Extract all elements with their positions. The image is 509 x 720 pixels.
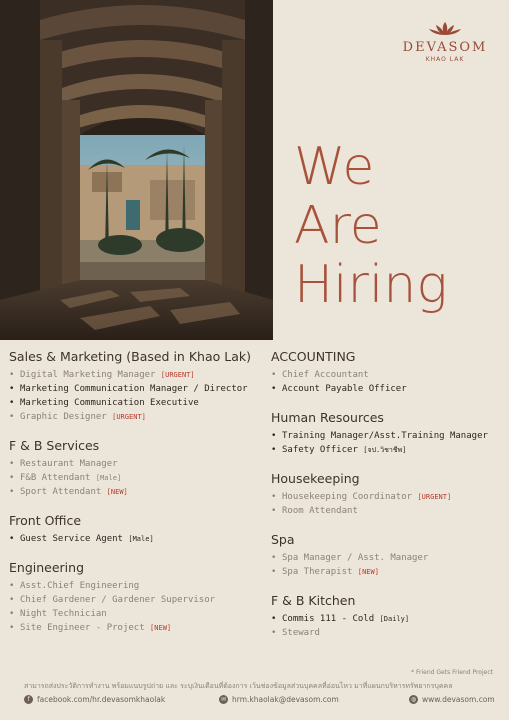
position-title: Housekeeping Coordinator — [282, 492, 413, 502]
position-item — [9, 607, 267, 621]
website-link[interactable]: www.devasom.com — [422, 695, 495, 704]
section-title: Housekeeping — [271, 471, 360, 486]
position-title: Marketing Communication Manager / Director — [20, 384, 248, 394]
position-title: F&B Attendant — [20, 473, 91, 483]
headline — [294, 138, 504, 315]
position-tag: [NEW] — [106, 488, 128, 496]
email-icon: ✉ — [220, 696, 227, 703]
position-title: Spa Therapist — [282, 567, 353, 577]
position-tag: [NEW] — [150, 624, 172, 632]
brand-name: DEVASOM — [402, 40, 488, 55]
position-list — [9, 368, 267, 424]
position-item — [9, 485, 267, 499]
position-tag: [NEW] — [357, 568, 379, 576]
headline-line-1: We — [294, 137, 375, 197]
position-tag: [URGENT] — [112, 413, 146, 421]
position-list — [271, 612, 506, 640]
position-title: Training Manager/Asst.Training Manager — [282, 431, 488, 441]
position-title: Account Payable Officer — [282, 384, 407, 394]
position-title: Restaurant Manager — [20, 459, 118, 469]
position-tag: [Male] — [95, 474, 122, 482]
position-item — [271, 382, 506, 396]
job-section — [271, 593, 506, 640]
position-title: Chief Gardener / Gardener Supervisor — [20, 595, 216, 605]
facebook-link[interactable]: facebook.com/hr.devasomkhaolak — [37, 695, 166, 704]
globe-icon: ◍ — [410, 696, 417, 703]
position-item — [9, 396, 267, 410]
position-title: Asst.Chief Engineering — [20, 581, 140, 591]
position-title: Sport Attendant — [20, 487, 102, 497]
job-section — [9, 349, 267, 424]
headline-line-3: Hiring — [294, 255, 448, 315]
section-title: Engineering — [9, 560, 84, 575]
lotus-logo-icon — [428, 22, 462, 36]
position-item — [271, 429, 506, 443]
job-section — [271, 471, 506, 518]
position-list — [271, 551, 506, 579]
arched-corridor-image — [0, 0, 273, 340]
left-column-positions — [9, 349, 267, 649]
position-list — [9, 457, 267, 499]
position-list — [9, 579, 267, 635]
position-list — [9, 532, 267, 546]
position-list — [271, 490, 506, 518]
position-list — [271, 368, 506, 396]
position-tag: [Daily] — [379, 615, 410, 623]
email-contact[interactable] — [219, 695, 339, 704]
position-item — [271, 368, 506, 382]
position-item — [271, 490, 506, 504]
job-section — [9, 438, 267, 499]
position-title: Guest Service Agent — [20, 534, 123, 544]
position-item — [9, 621, 267, 635]
position-title: Chief Accountant — [282, 370, 369, 380]
position-item — [271, 443, 506, 457]
section-title: F & B Services — [9, 438, 100, 453]
position-title: Commis 111 - Cold — [282, 614, 375, 624]
position-item — [9, 368, 267, 382]
position-title: Night Technician — [20, 609, 107, 619]
position-item — [9, 410, 267, 424]
position-title: Site Engineer - Project — [20, 623, 145, 633]
section-title: ACCOUNTING — [271, 349, 356, 364]
job-section — [9, 560, 267, 635]
application-instructions: สามารถส่งประวัติการทำงาน พร้อมแนบรูปถ่าย และ ระบุเงินเดือนที่ต้องการ เว้นช่องข้อมูลส่วนบุคคลที่อ่อนไหว มาที่แผนกบริหารทรัพยากรบุคคล — [24, 682, 453, 690]
position-item — [9, 532, 267, 546]
position-list — [271, 429, 506, 457]
position-item — [9, 382, 267, 396]
position-item — [271, 551, 506, 565]
position-title: Steward — [282, 628, 320, 638]
headline-line-2: Are — [294, 196, 382, 256]
section-title: Front Office — [9, 513, 82, 528]
facebook-icon: f — [24, 695, 33, 704]
section-title: Spa — [271, 532, 295, 547]
position-item — [9, 471, 267, 485]
position-item — [271, 565, 506, 579]
position-item — [9, 457, 267, 471]
right-column-positions — [271, 349, 506, 654]
section-title: Human Resources — [271, 410, 384, 425]
position-title: Graphic Designer — [20, 412, 107, 422]
job-section — [271, 349, 506, 396]
position-tag: [URGENT] — [417, 493, 452, 501]
website-contact[interactable] — [409, 695, 495, 704]
position-tag: [URGENT] — [160, 371, 195, 379]
position-item — [9, 579, 267, 593]
position-title: Spa Manager / Asst. Manager — [282, 553, 429, 563]
job-section — [271, 410, 506, 457]
section-title: Sales & Marketing (Based in Khao Lak) — [9, 349, 251, 364]
hero-photo-arcade — [0, 0, 273, 340]
position-tag: [จป.วิชาชีพ] — [363, 446, 407, 454]
position-title: Marketing Communication Executive — [20, 398, 199, 408]
position-title: Safety Officer — [282, 445, 358, 455]
position-item — [271, 612, 506, 626]
job-section — [9, 513, 267, 546]
job-section — [271, 532, 506, 579]
position-title: Digital Marketing Manager — [20, 370, 156, 380]
position-item — [9, 593, 267, 607]
email-link[interactable]: hrm.khaolak@devasom.com — [232, 695, 339, 704]
position-title: Room Attendant — [282, 506, 358, 516]
brand-location: KHAO LAK — [425, 56, 465, 63]
position-item — [271, 504, 506, 518]
section-title: F & B Kitchen — [271, 593, 356, 608]
friend-gets-friend-note: * Friend Gets Friend Project — [411, 669, 493, 676]
facebook-contact[interactable] — [24, 695, 165, 704]
devasom-logo — [390, 22, 500, 63]
position-item — [271, 626, 506, 640]
position-tag: [Male] — [128, 535, 154, 543]
